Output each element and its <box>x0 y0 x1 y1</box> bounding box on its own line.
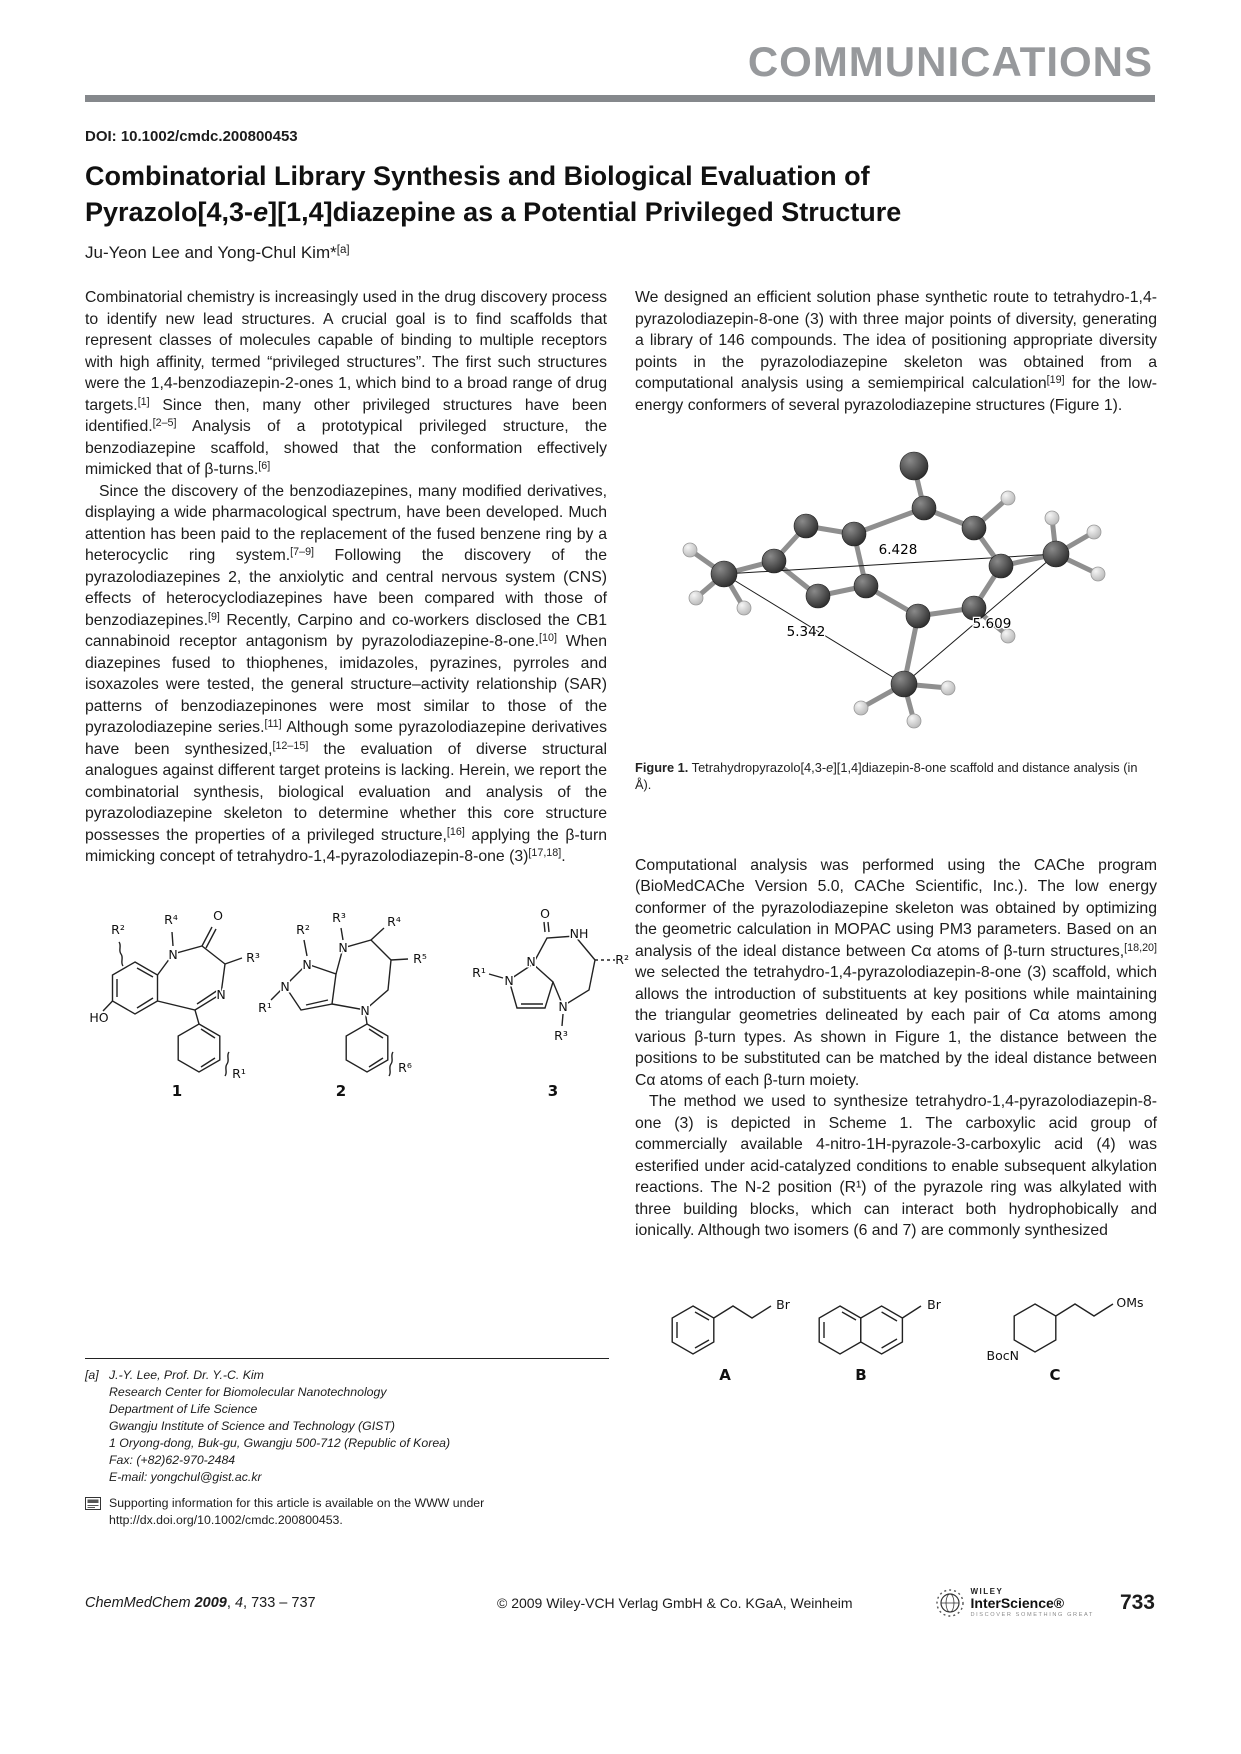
atom-label-N: N <box>168 946 178 962</box>
title-line-2-post: ][1,4]diazepine as a Potential Privileged Structure <box>268 197 902 227</box>
atom-label-N: N <box>504 972 514 988</box>
group-label-R3: R³ <box>332 909 346 925</box>
wiley-label: WILEY <box>970 1586 1004 1596</box>
page-footer <box>85 1580 1155 1626</box>
journal-comma: , <box>226 1595 235 1611</box>
supporting-info-text[interactable]: Supporting information for this article is available on the WWW under http://dx.doi.org/10.1002/cmdc.200800453. <box>109 1496 485 1527</box>
header-rule <box>85 95 1155 102</box>
author-affiliation-mark: [a] <box>336 243 350 256</box>
group-label-R4: R⁴ <box>164 911 178 927</box>
figure-1-caption-post: ][1,4]diazepin-8-one scaffold and distance analysis (in Å). <box>635 759 1138 792</box>
atom-label-Br: Br <box>776 1296 790 1312</box>
page-number: 733 <box>1119 1591 1155 1614</box>
atom-label-NH: NH <box>569 925 589 941</box>
doi-line: DOI: 10.1002/cmdc.200800453 <box>85 128 298 145</box>
group-label-R2: R² <box>615 951 629 967</box>
group-label-R1: R¹ <box>258 999 272 1015</box>
building-blocks-A-B-C <box>635 1272 1157 1387</box>
title-line-2 <box>85 194 1085 230</box>
author-line <box>85 243 350 263</box>
group-label-R1: R¹ <box>472 964 486 980</box>
atom-label-N: N <box>526 953 536 969</box>
group-label-R2: R² <box>296 921 310 937</box>
atom-label-N: N <box>558 998 568 1014</box>
journal-volume: 4 <box>234 1595 244 1611</box>
affiliation-footnote <box>85 1358 609 1529</box>
footnote-line: Gwangju Institute of Science and Technology (GIST) <box>109 1419 395 1433</box>
figure-1-caption-italic: e <box>826 759 834 775</box>
group-label-R3: R³ <box>554 1027 568 1043</box>
right-column <box>635 287 1157 1387</box>
figure-1-caption-pre: Tetrahydropyrazolo[4,3- <box>688 759 827 775</box>
footnote-line: Department of Life Science <box>109 1402 258 1416</box>
journal-name: ChemMedChem <box>85 1595 191 1611</box>
group-label-OMs: OMs <box>1116 1294 1144 1310</box>
figure-1 <box>635 432 1157 749</box>
atom-label-O: O <box>540 905 550 921</box>
interscience-wordmark <box>971 1588 1094 1619</box>
compound-number-2: 2 <box>335 1081 347 1100</box>
atom-label-N: N <box>216 986 226 1002</box>
atom-label-N: N <box>280 978 290 994</box>
block-label-A: A <box>719 1365 731 1384</box>
group-label-BocN: BocN <box>986 1347 1019 1363</box>
paragraph: Combinatorial chemistry is increasingly used in the drug discovery process to identify new lead structures. A crucial goal is to find scaffolds that represent classes of molecules capable of binding to multiple receptors with high affinity, termed “privileged structures”. The first such structures were the 1,4-benzodiazepin-2-ones 1, which bind to a broad range of drug targets.[1] Since then, many other privileged structures have been identified.[2–5] Analysis of a prototypical privileged structure, the benzodiazepine scaffold, showed that the conformation effectively mimicked that of β-turns.[6] <box>85 289 607 478</box>
block-label-B: B <box>855 1365 867 1384</box>
footnote-marker: [a] <box>85 1368 99 1382</box>
atom-label-N: N <box>302 956 312 972</box>
interscience-globe-icon <box>935 1588 965 1618</box>
distance-label-top: 6.428 <box>878 542 918 558</box>
atom-label-O: O <box>213 907 223 923</box>
footnote-line: J.-Y. Lee, Prof. Dr. Y.-C. Kim <box>109 1368 264 1382</box>
atom-label-N: N <box>338 939 348 955</box>
figure-1-caption-label: Figure 1. <box>635 759 689 775</box>
group-label-R2: R² <box>111 921 125 937</box>
group-label-HO: HO <box>89 1009 109 1025</box>
compound-number-1: 1 <box>171 1081 183 1100</box>
section-heading: COMMUNICATIONS <box>747 38 1153 85</box>
paragraph: Computational analysis was performed using the CAChe program (BioMedCAChe Version 5.0, CAChe Scientific, Inc.). The low energy conformer of the pyrazolodiazepine skeleton was obtained by optimizing the geometric calculation in MOPAC using PM3 parameters. Based on an analysis of the ideal distance between Cα atoms of β-turn structures,[18,20] we selected the tetrahydro-1,4-pyrazolodiazepin-8-one (3) scaffold, which allows the introduction of substituents at key positions while maintaining the triangular geometries delineated by each pair of Cα atoms among various β-turn types. As shown in Figure 1, the distance between the positions to be substituted can be matched by the ideal distance between Cα atoms of each β-turn moiety. <box>635 856 1157 1089</box>
paragraph: Since the discovery of the benzodiazepines, many modified derivatives, displaying a wide pharmacological spectrum, have been developed. Much attention has been paid to the replacement of the fused benzene ring by a heterocyclic ring system.[7–9] Following the discovery of the pyrazolodiazepines 2, the anxiolytic and central nervous system (CNS) effects of heterocyclodiazepines have been compared with those of benzodiazepines.[9] Recently, Carpino and co-workers disclosed the CB1 cannabinoid receptor antagonism by pyrazolodiazepine-8-one.[10] When diazepines fused to thiophenes, imidazoles, pyrazines, pyrroles and isoxazoles were tested, the general structure–activity relationship (SAR) patterns of benzodiazepinones were most similar to those of the pyrazolodiazepine series.[11] Although some pyrazolodiazepine derivatives have been synthesized,[12–15] the evaluation of diverse structural analogues against different target proteins is lacking. Herein, we report the combinatorial synthesis, biological evaluation and analysis of the pyrazolodiazepine skeleton to determine whether this core structure possesses the properties of a privileged structure,[16] applying the β-turn mimicking concept of tetrahydro-1,4-pyrazolodiazepin-8-one (3)[17,18]. <box>85 482 608 865</box>
interscience-tagline: DISCOVER SOMETHING GREAT <box>970 1611 1094 1618</box>
left-column <box>85 287 629 1102</box>
footnote-line: Research Center for Biomolecular Nanotechnology <box>109 1385 387 1399</box>
compound-structures-1-2-3 <box>85 902 629 1102</box>
footnote-lines <box>109 1367 609 1486</box>
title-line-2-italic: e <box>253 197 269 227</box>
footnote-email-line[interactable]: E-mail: yongchul@gist.ac.kr <box>109 1470 262 1484</box>
group-label-R1: R¹ <box>232 1065 246 1081</box>
interscience-logo <box>935 1588 1094 1619</box>
journal-year: 2009 <box>194 1595 227 1611</box>
journal-pages: , 733 – 737 <box>243 1595 316 1611</box>
distance-label-left: 5.342 <box>786 624 826 640</box>
article-title <box>85 158 1085 230</box>
distance-label-right: 5.609 <box>972 616 1012 632</box>
atom-label-Br: Br <box>927 1296 941 1312</box>
copyright-line: © 2009 Wiley-VCH Verlag GmbH & Co. KGaA, Weinheim <box>496 1595 853 1611</box>
figure-1-caption <box>635 759 1157 793</box>
group-label-R6: R⁶ <box>398 1059 412 1075</box>
author-names: Ju-Yeon Lee and Yong-Chul Kim* <box>85 243 337 262</box>
footnote-line: Fax: (+82)62-970-2484 <box>109 1453 236 1467</box>
atom-label-N: N <box>360 1002 370 1018</box>
footnote-line: 1 Oryong-dong, Buk-gu, Gwangju 500-712 (Republic of Korea) <box>109 1436 451 1450</box>
title-line-1: Combinatorial Library Synthesis and Biological Evaluation of <box>85 161 870 191</box>
journal-reference <box>85 1595 415 1611</box>
compound-number-3: 3 <box>547 1081 559 1100</box>
paragraph: The method we used to synthesize tetrahydro-1,4-pyrazolodiazepin-8-one (3) is depicted in Scheme 1. The carboxylic acid group of commercially available 4-nitro-1H-pyrazole-3-carboxylic acid (4) was esterified under acid-catalyzed conditions to enable subsequent alkylation reactions. The N-2 position (R¹) of the pyrazole ring was alkylated with three building blocks, which can interact both hydrophobically and ionically. Although two isomers (6 and 7) are commonly synthesized <box>635 1093 1157 1239</box>
block-label-C: C <box>1049 1365 1061 1384</box>
paragraph: We designed an efficient solution phase synthetic route to tetrahydro-1,4-pyrazolodiazepin-8-one (3) with three major points of diversity, generating a library of 146 compounds. The idea of positioning appropriate diversity points in the pyrazolodiazepine skeleton was obtained from a computational analysis using a semiempirical calculation[19] for the low-energy conformers of several pyrazolodiazepine structures (Figure 1). <box>635 289 1157 414</box>
supporting-info-icon <box>85 1495 109 1529</box>
group-label-R3: R³ <box>246 949 260 965</box>
molecular-model-image <box>656 432 1136 742</box>
group-label-R4: R⁴ <box>387 913 401 929</box>
group-label-R5: R⁵ <box>413 950 427 966</box>
title-line-2-pre: Pyrazolo[4,3- <box>85 197 254 227</box>
interscience-label: InterScience® <box>970 1594 1065 1611</box>
